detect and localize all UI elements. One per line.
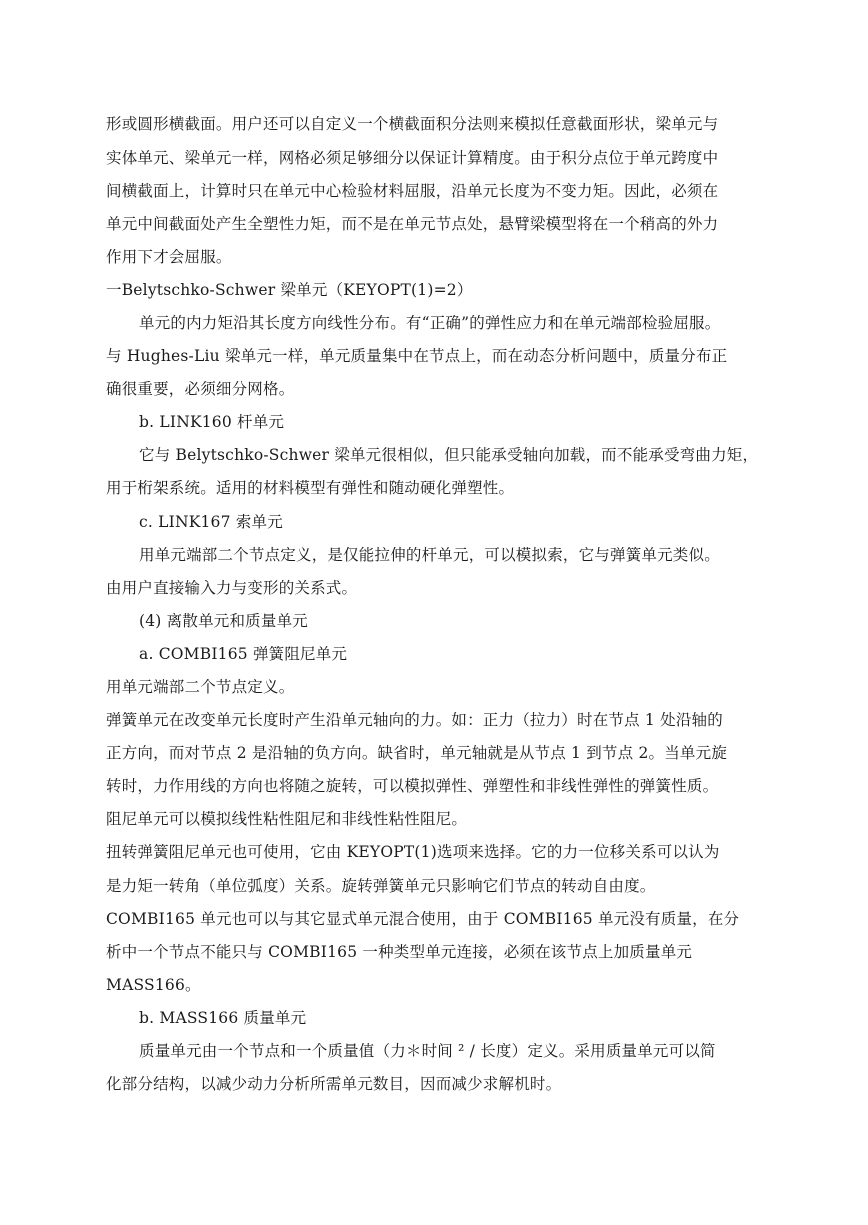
body-text-line: 用单元端部二个节点定义，是仅能拉伸的杆单元，可以模拟索，它与弹簧单元类似。 bbox=[139, 546, 720, 564]
section-heading: a. COMBI165 弹簧阻尼单元 bbox=[139, 645, 348, 663]
body-text-line: 用单元端部二个节点定义。 bbox=[106, 678, 295, 696]
body-text-line: 与 Hughes-Liu 梁单元一样，单元质量集中在节点上，而在动态分析问题中，质量分布正 bbox=[106, 347, 728, 365]
body-text-line: 析中一个节点不能只与 COMBI165 一种类型单元连接，必须在该节点上加质量单元 bbox=[106, 943, 693, 961]
body-text-line: 它与 Belytschko-Schwer 梁单元很相似，但只能承受轴向加载，而不能承受弯曲力矩， bbox=[139, 446, 759, 464]
body-text-line: 是力矩一转角（单位弧度）关系。旋转弹簧单元只影响它们节点的转动自由度。 bbox=[106, 877, 656, 895]
section-heading: b. LINK160 杆单元 bbox=[139, 413, 285, 431]
body-text-line: 转时，力作用线的方向也将随之旋转，可以模拟弹性、弹塑性和非线性弹性的弹簧性质。 bbox=[106, 777, 719, 795]
body-text-line: 作用下才会屈服。 bbox=[106, 248, 232, 266]
section-heading: 一Belytschko-Schwer 梁单元（KEYOPT(1)=2） bbox=[106, 281, 473, 299]
section-heading: b. MASS166 质量单元 bbox=[139, 1009, 307, 1027]
body-text-line: 质量单元由一个节点和一个质量值（力＊时间 ² / 长度）定义。采用质量单元可以简 bbox=[139, 1042, 716, 1060]
section-heading: (4) 离散单元和质量单元 bbox=[139, 612, 308, 630]
body-text-line: 形或圆形横截面。用户还可以自定义一个横截面积分法则来模拟任意截面形状，梁单元与 bbox=[106, 115, 719, 133]
body-text-line: 正方向，而对节点 2 是沿轴的负方向。缺省时，单元轴就是从节点 1 到节点 2。当单元旋 bbox=[106, 744, 728, 762]
body-text-line: 单元中间截面处产生全塑性力矩，而不是在单元节点处，悬臂梁模型将在一个稍高的外力 bbox=[106, 215, 719, 233]
body-text-line: 确很重要，必须细分网格。 bbox=[106, 380, 295, 398]
body-text-line: 用于桁架系统。适用的材料模型有弹性和随动硬化弹塑性。 bbox=[106, 479, 515, 497]
body-text-line: 弹簧单元在改变单元长度时产生沿单元轴向的力。如：正力（拉力）时在节点 1 处沿轴的 bbox=[106, 711, 723, 729]
body-text-line: COMBI165 单元也可以与其它显式单元混合使用，由于 COMBI165 单元没有质量，在分 bbox=[106, 910, 740, 928]
section-heading: c. LINK167 索单元 bbox=[139, 513, 283, 531]
body-text-line: 化部分结构，以减少动力分析所需单元数目，因而减少求解机时。 bbox=[106, 1075, 562, 1093]
body-text-line: 由用户直接输入力与变形的关系式。 bbox=[106, 579, 358, 597]
body-text-line: 实体单元、梁单元一样，网格必须足够细分以保证计算精度。由于积分点位于单元跨度中 bbox=[106, 149, 719, 167]
body-text-line: 间横截面上，计算时只在单元中心检验材料屈服，沿单元长度为不变力矩。因此，必须在 bbox=[106, 182, 719, 200]
body-text-line: 阻尼单元可以模拟线性粘性阻尼和非线性粘性阻尼。 bbox=[106, 810, 468, 828]
body-text-line: 单元的内力矩沿其长度方向线性分布。有“正确”的弹性应力和在单元端部检验屈服。 bbox=[139, 314, 721, 332]
body-text-line: MASS166。 bbox=[106, 976, 201, 994]
body-text-line: 扭转弹簧阻尼单元也可使用，它由 KEYOPT(1)选项来选择。它的力一位移关系可以认为 bbox=[106, 843, 720, 861]
